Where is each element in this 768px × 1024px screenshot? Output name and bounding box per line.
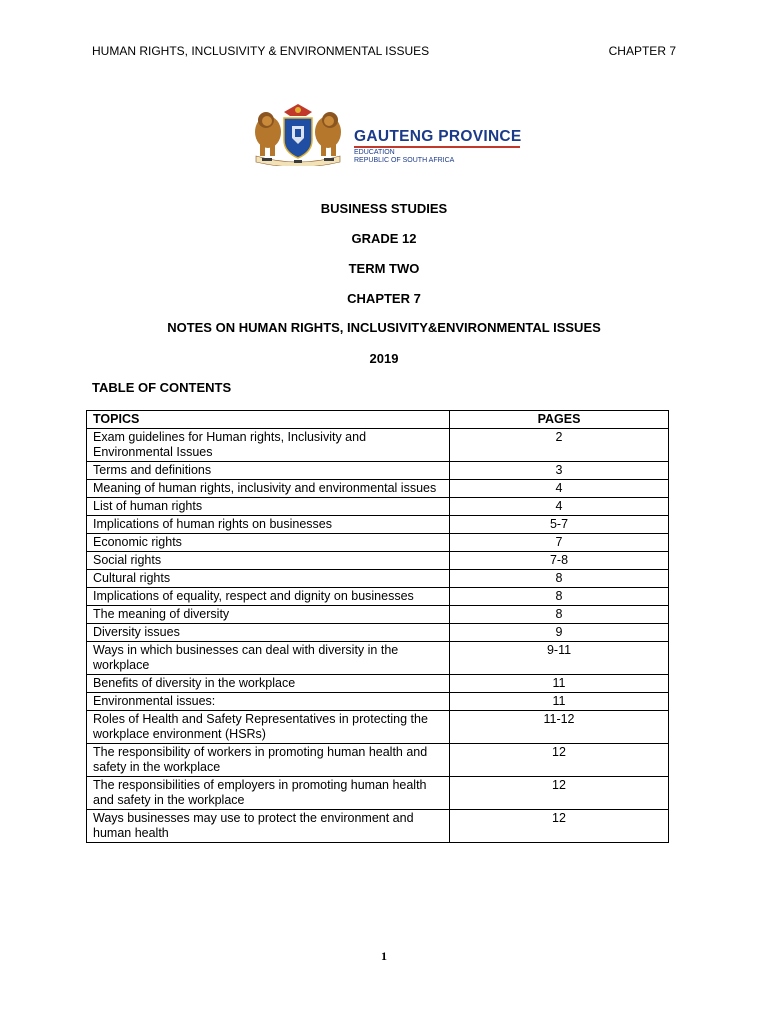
notes-title: NOTES ON HUMAN RIGHTS, INCLUSIVITY&ENVIRONMENTAL ISSUES [167, 320, 601, 335]
table-of-contents [86, 410, 669, 843]
toc-header-pages: PAGES [450, 411, 669, 429]
toc-pages-cell: 11 [450, 693, 669, 711]
logo-rule [354, 146, 520, 148]
table-row [87, 588, 669, 606]
toc-pages-cell: 7-8 [450, 552, 669, 570]
table-row [87, 552, 669, 570]
year-title: 2019 [369, 351, 399, 366]
table-row [87, 498, 669, 516]
table-row [87, 777, 669, 810]
toc-topic-cell: The meaning of diversity [87, 606, 450, 624]
toc-topic-cell: Cultural rights [87, 570, 450, 588]
toc-pages-cell: 8 [450, 606, 669, 624]
toc-header-row [87, 411, 669, 429]
table-row [87, 516, 669, 534]
toc-pages-cell: 12 [450, 777, 669, 810]
toc-pages-cell: 4 [450, 498, 669, 516]
subject-title: BUSINESS STUDIES [320, 201, 448, 216]
table-row [87, 744, 669, 777]
running-header [92, 44, 676, 60]
gauteng-logo [246, 102, 526, 166]
toc-pages-cell: 5-7 [450, 516, 669, 534]
table-row [87, 711, 669, 744]
page-number: 1 [381, 949, 387, 963]
toc-pages-cell: 8 [450, 588, 669, 606]
table-row [87, 624, 669, 642]
toc-pages-cell: 4 [450, 480, 669, 498]
grade-title: GRADE 12 [351, 231, 417, 246]
toc-pages-cell: 11 [450, 675, 669, 693]
toc-pages-cell: 12 [450, 744, 669, 777]
toc-topic-cell: Ways businesses may use to protect the environment and human health [87, 810, 450, 843]
logo-brand-text: GAUTENG PROVINCE [354, 128, 522, 145]
toc-topic-cell: Implications of human rights on businesses [87, 516, 450, 534]
toc-heading: TABLE OF CONTENTS [92, 380, 232, 395]
logo-subtitle-education: EDUCATION [354, 149, 395, 156]
term-title: TERM TWO [348, 261, 420, 276]
table-row [87, 462, 669, 480]
table-row [87, 675, 669, 693]
toc-topic-cell: Benefits of diversity in the workplace [87, 675, 450, 693]
toc-pages-cell: 12 [450, 810, 669, 843]
chapter-title: CHAPTER 7 [347, 291, 421, 306]
table-row [87, 642, 669, 675]
logo-subtitle-country: REPUBLIC OF SOUTH AFRICA [354, 157, 455, 164]
toc-pages-cell: 9 [450, 624, 669, 642]
toc-topic-cell: Implications of equality, respect and dignity on businesses [87, 588, 450, 606]
toc-topic-cell: Exam guidelines for Human rights, Inclusivity and Environmental Issues [87, 429, 450, 462]
toc-topic-cell: Terms and definitions [87, 462, 450, 480]
toc-topic-cell: Roles of Health and Safety Representatives in protecting the workplace environment (HSRs) [87, 711, 450, 744]
toc-pages-cell: 3 [450, 462, 669, 480]
table-row [87, 534, 669, 552]
toc-topic-cell: Meaning of human rights, inclusivity and environmental issues [87, 480, 450, 498]
toc-topic-cell: Ways in which businesses can deal with diversity in the workplace [87, 642, 450, 675]
toc-pages-cell: 8 [450, 570, 669, 588]
toc-topic-cell: The responsibility of workers in promoting human health and safety in the workplace [87, 744, 450, 777]
toc-pages-cell: 2 [450, 429, 669, 462]
table-row [87, 606, 669, 624]
table-row [87, 429, 669, 462]
toc-topic-cell: Economic rights [87, 534, 450, 552]
table-row [87, 693, 669, 711]
coat-of-arms-icon [246, 102, 350, 166]
toc-pages-cell: 9-11 [450, 642, 669, 675]
toc-topic-cell: List of human rights [87, 498, 450, 516]
toc-topic-cell: The responsibilities of employers in promoting human health and safety in the workplace [87, 777, 450, 810]
toc-pages-cell: 11-12 [450, 711, 669, 744]
table-row [87, 810, 669, 843]
toc-header-topics: TOPICS [87, 411, 450, 429]
toc-pages-cell: 7 [450, 534, 669, 552]
toc-topic-cell: Social rights [87, 552, 450, 570]
header-chapter: CHAPTER 7 [608, 44, 676, 58]
table-row [87, 480, 669, 498]
toc-topic-cell: Diversity issues [87, 624, 450, 642]
header-title: HUMAN RIGHTS, INCLUSIVITY & ENVIRONMENTAL ISSUES [92, 44, 430, 58]
toc-topic-cell: Environmental issues: [87, 693, 450, 711]
toc-body [87, 429, 669, 843]
table-row [87, 570, 669, 588]
